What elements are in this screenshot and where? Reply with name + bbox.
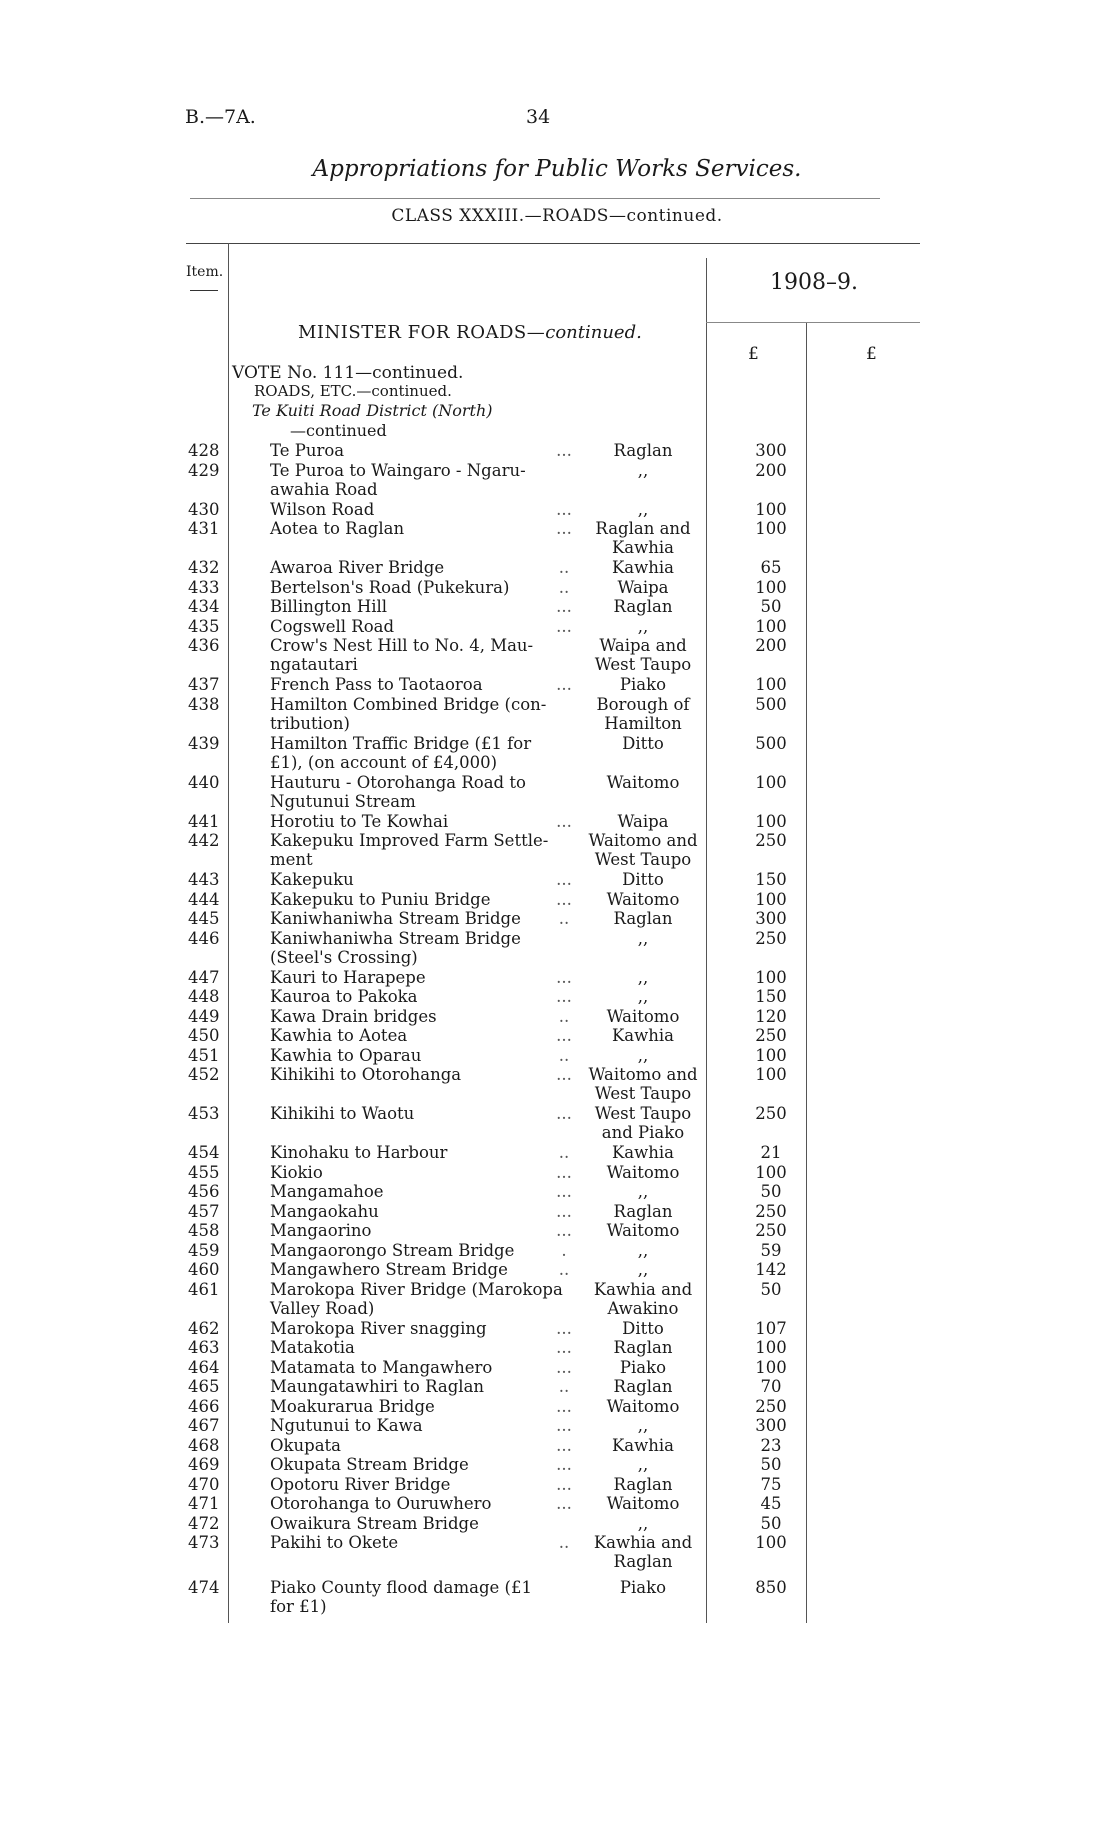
- amount-value: 100: [755, 1065, 787, 1084]
- item-number: 458: [188, 1221, 220, 1240]
- item-number: 461: [188, 1279, 220, 1299]
- leader-dots: ...: [556, 987, 572, 1006]
- item-number: 457: [188, 1201, 220, 1221]
- item-number: 432: [188, 558, 220, 577]
- class-heading: CLASS XXXIII.—ROADS—continued.: [391, 206, 723, 226]
- item-number: 443: [188, 870, 220, 889]
- county-name: Raglan: [613, 1338, 673, 1357]
- item-number: 433: [188, 577, 220, 597]
- leader-dots: ..: [558, 1260, 570, 1279]
- road-description: Kaniwhaniwha Stream Bridge (Steel's Crossing): [270, 928, 521, 967]
- county-name: ,,: [637, 1416, 649, 1435]
- county-name: Kawhia: [611, 558, 675, 577]
- county-name: Kawhia: [611, 1143, 675, 1162]
- item-number: 430: [188, 499, 220, 519]
- item-number: 435: [188, 616, 220, 636]
- leader-dots: ..: [558, 1377, 570, 1396]
- amount-value: 850: [755, 1578, 787, 1597]
- road-description: Owaikura Stream Bridge: [270, 1513, 479, 1533]
- item-number: 445: [188, 909, 220, 928]
- minister-heading-text: MINISTER FOR ROADS—: [298, 322, 546, 343]
- amount-value: 300: [755, 1416, 787, 1435]
- road-description: Hauturu - Otorohanga Road to Ngutunui Stream: [270, 772, 526, 811]
- leader-dots: ...: [556, 1162, 572, 1182]
- road-description: Kakepuku: [270, 870, 354, 889]
- item-number: 465: [188, 1377, 220, 1396]
- county-name: ,,: [637, 967, 649, 987]
- item-number: 473: [188, 1533, 220, 1552]
- leader-dots: ...: [556, 616, 572, 636]
- county-name: ,,: [637, 1260, 649, 1279]
- item-number: 471: [188, 1494, 220, 1513]
- amount-value: 100: [755, 519, 787, 538]
- amount-value: 65: [760, 558, 782, 577]
- road-description: Kawhia to Aotea: [270, 1026, 408, 1045]
- page-title: Appropriations for Public Works Services.: [312, 156, 802, 182]
- leader-dots: ..: [558, 1143, 570, 1162]
- county-name: ,,: [637, 616, 649, 636]
- county-name: Raglan and Kawhia: [595, 519, 691, 557]
- county-name: ,,: [637, 987, 649, 1006]
- document-reference: B.—7A.: [185, 106, 256, 128]
- leader-dots: .: [561, 1240, 567, 1260]
- amount-value: 250: [755, 928, 787, 948]
- item-number: 468: [188, 1435, 220, 1455]
- amount-value: 75: [760, 1474, 782, 1494]
- item-number: 446: [188, 928, 220, 948]
- amount-value: 500: [755, 733, 787, 753]
- county-name: ,,: [637, 460, 649, 480]
- leader-dots: ...: [556, 1435, 572, 1455]
- county-name: Waipa: [617, 577, 669, 597]
- amount-value: 200: [755, 460, 787, 480]
- county-name: ,,: [637, 1513, 649, 1533]
- item-number: 454: [188, 1143, 220, 1162]
- county-name: Waipa and West Taupo: [594, 636, 692, 674]
- amount-value: 100: [755, 772, 787, 792]
- leader-dots: ...: [556, 1201, 572, 1221]
- leader-dots: ...: [556, 597, 572, 616]
- county-name: Waitomo: [606, 1162, 680, 1182]
- leader-dots: ...: [556, 1318, 572, 1338]
- county-name: ,,: [637, 1182, 649, 1201]
- amount-value: 500: [755, 694, 787, 714]
- amount-value: 50: [760, 1182, 782, 1201]
- amount-value: 100: [755, 967, 787, 987]
- road-description: Ngutunui to Kawa: [270, 1416, 423, 1435]
- amount-value: 50: [760, 597, 782, 616]
- county-name: Raglan: [613, 1474, 673, 1494]
- item-number: 440: [188, 772, 220, 792]
- item-number: 464: [188, 1357, 220, 1377]
- county-name: Ditto: [622, 870, 664, 889]
- district-continued: —continued: [290, 421, 387, 440]
- road-description: Billington Hill: [270, 597, 388, 616]
- item-number: 428: [188, 441, 220, 460]
- amount-value: 100: [755, 1338, 787, 1357]
- road-description: Okupata Stream Bridge: [270, 1455, 469, 1474]
- year-column-header: 1908–9.: [770, 270, 858, 295]
- item-number: 447: [188, 967, 220, 987]
- road-description: Aotea to Raglan: [270, 519, 405, 538]
- road-description: Moakurarua Bridge: [270, 1396, 435, 1416]
- county-name: Raglan: [613, 1377, 673, 1396]
- leader-dots: ...: [556, 1474, 572, 1494]
- amount-value: 200: [755, 636, 787, 655]
- road-description: Marokopa River Bridge (Marokopa Valley Road): [270, 1279, 563, 1318]
- leader-dots: ..: [558, 909, 570, 928]
- item-number: 472: [188, 1513, 220, 1533]
- leader-dots: ...: [556, 1338, 572, 1357]
- leader-dots: ..: [558, 577, 570, 597]
- amount-value: 142: [755, 1260, 787, 1279]
- item-number: 436: [188, 636, 220, 655]
- county-name: Waitomo: [606, 772, 680, 792]
- county-name: Waitomo and West Taupo: [588, 1065, 698, 1103]
- amount-value: 150: [755, 987, 787, 1006]
- amount-value: 50: [760, 1455, 782, 1474]
- item-number: 431: [188, 519, 220, 538]
- road-description: Mangamahoe: [270, 1182, 384, 1201]
- leader-dots: ..: [558, 1045, 570, 1065]
- road-description: French Pass to Taotaoroa: [270, 675, 483, 694]
- amount-value: 21: [760, 1143, 782, 1162]
- amount-value: 150: [755, 870, 787, 889]
- amount-value: 100: [755, 1045, 787, 1065]
- item-number: 438: [188, 694, 220, 714]
- currency-symbol-2: £: [866, 344, 877, 364]
- road-description: Otorohanga to Ouruwhero: [270, 1494, 492, 1513]
- amount-value: 250: [755, 1221, 787, 1240]
- leader-dots: ...: [556, 1221, 572, 1240]
- amount-value: 250: [755, 1104, 787, 1123]
- road-description: Kihikihi to Waotu: [270, 1104, 415, 1123]
- road-description: Hamilton Combined Bridge (con- tribution): [270, 694, 547, 733]
- county-name: Raglan: [613, 597, 673, 616]
- county-name: Raglan: [613, 1201, 673, 1221]
- amount-value: 100: [755, 889, 787, 909]
- item-number: 442: [188, 831, 220, 850]
- county-name: Kawhia: [611, 1435, 675, 1455]
- amount-value: 300: [755, 441, 787, 460]
- leader-dots: ...: [556, 1065, 572, 1084]
- amount-value: 100: [755, 616, 787, 636]
- road-description: Kawhia to Oparau: [270, 1045, 422, 1065]
- road-description: Okupata: [270, 1435, 342, 1455]
- item-number: 467: [188, 1416, 220, 1435]
- county-name: Borough of Hamilton: [596, 694, 690, 733]
- road-description: Te Puroa to Waingaro - Ngaru- awahia Road: [270, 460, 526, 499]
- vote-heading: VOTE No. 111—continued.: [232, 363, 464, 383]
- item-number: 466: [188, 1396, 220, 1416]
- county-name: ,,: [637, 1455, 649, 1474]
- road-description: Kiokio: [270, 1162, 323, 1182]
- item-number: 449: [188, 1006, 220, 1026]
- amount-value: 250: [755, 1396, 787, 1416]
- road-description: Crow's Nest Hill to No. 4, Mau- ngatautari: [270, 636, 534, 674]
- item-number: 452: [188, 1065, 220, 1084]
- roads-heading: ROADS, ETC.—continued.: [254, 382, 452, 400]
- amount-value: 59: [760, 1240, 782, 1260]
- item-number: 451: [188, 1045, 220, 1065]
- leader-dots: ...: [556, 441, 572, 460]
- leader-dots: ...: [556, 1357, 572, 1377]
- county-name: Kawhia and Awakino: [593, 1279, 693, 1318]
- item-column-header: Item.: [186, 264, 224, 280]
- county-name: Piako: [619, 1357, 667, 1377]
- road-description: Pakihi to Okete: [270, 1533, 399, 1552]
- item-number: 434: [188, 597, 220, 616]
- county-name: West Taupo and Piako: [594, 1104, 692, 1142]
- county-name: ,,: [637, 1240, 649, 1260]
- road-description: Hamilton Traffic Bridge (£1 for £1), (on account of £4,000): [270, 733, 532, 772]
- minister-heading-suffix: continued.: [545, 322, 642, 343]
- leader-dots: ...: [556, 675, 572, 694]
- amount-value: 50: [760, 1513, 782, 1533]
- county-name: Ditto: [622, 1318, 664, 1338]
- amount-value: 100: [755, 675, 787, 694]
- item-number: 455: [188, 1162, 220, 1182]
- amount-value: 107: [755, 1318, 787, 1338]
- amount-value: 100: [755, 1162, 787, 1182]
- road-description: Cogswell Road: [270, 616, 395, 636]
- road-description: Mangaokahu: [270, 1201, 379, 1221]
- road-description: Kaniwhaniwha Stream Bridge: [270, 909, 521, 928]
- leader-dots: ...: [556, 1396, 572, 1416]
- road-description: Bertelson's Road (Pukekura): [270, 577, 510, 597]
- road-description: Wilson Road: [270, 499, 375, 519]
- road-description: Awaroa River Bridge: [270, 558, 445, 577]
- road-description: Kauri to Harapepe: [270, 967, 426, 987]
- item-number: 448: [188, 987, 220, 1006]
- amount-value: 70: [760, 1377, 782, 1396]
- leader-dots: ...: [556, 967, 572, 987]
- county-name: ,,: [637, 499, 649, 519]
- road-description: Matakotia: [270, 1338, 355, 1357]
- leader-dots: ...: [556, 1455, 572, 1474]
- leader-dots: ..: [558, 1533, 570, 1552]
- road-description: Kakepuku to Puniu Bridge: [270, 889, 491, 909]
- leader-dots: ...: [556, 889, 572, 909]
- amount-value: 23: [760, 1435, 782, 1455]
- road-description: Horotiu to Te Kowhai: [270, 811, 449, 831]
- road-description: Piako County flood damage (£1 for £1): [270, 1578, 532, 1616]
- currency-symbol-1: £: [748, 344, 759, 364]
- amount-value: 250: [755, 831, 787, 850]
- county-name: Ditto: [622, 733, 664, 753]
- road-description: Mangawhero Stream Bridge: [270, 1260, 508, 1279]
- county-name: Kawhia: [611, 1026, 675, 1045]
- amount-value: 50: [760, 1279, 782, 1299]
- item-number: 460: [188, 1260, 220, 1279]
- item-number: 453: [188, 1104, 220, 1123]
- leader-dots: ...: [556, 811, 572, 831]
- county-name: Raglan: [613, 441, 673, 460]
- leader-dots: ...: [556, 499, 572, 519]
- county-name: Waitomo: [606, 889, 680, 909]
- county-name: Waitomo and West Taupo: [588, 831, 698, 869]
- road-description: Mangaorino: [270, 1221, 372, 1240]
- amount-value: 100: [755, 499, 787, 519]
- item-number: 463: [188, 1338, 220, 1357]
- item-number: 462: [188, 1318, 220, 1338]
- amount-value: 100: [755, 811, 787, 831]
- amount-value: 250: [755, 1201, 787, 1221]
- leader-dots: ...: [556, 1026, 572, 1045]
- amount-value: 250: [755, 1026, 787, 1045]
- page-number: 34: [526, 106, 551, 128]
- county-name: Waitomo: [606, 1221, 680, 1240]
- item-number: 437: [188, 675, 220, 694]
- road-description: Kauroa to Pakoka: [270, 987, 418, 1006]
- county-name: Piako: [619, 675, 667, 694]
- county-name: Waitomo: [606, 1396, 680, 1416]
- item-number: 474: [188, 1578, 220, 1597]
- leader-dots: ...: [556, 1416, 572, 1435]
- amount-value: 100: [755, 1357, 787, 1377]
- amount-value: 45: [760, 1494, 782, 1513]
- county-name: ,,: [637, 1045, 649, 1065]
- county-name: Raglan: [613, 909, 673, 928]
- road-description: Marokopa River snagging: [270, 1318, 487, 1338]
- item-number: 444: [188, 889, 220, 909]
- county-name: Waitomo: [606, 1006, 680, 1026]
- leader-dots: ...: [556, 870, 572, 889]
- district-heading: Te Kuiti Road District (North): [252, 401, 493, 420]
- road-description: Te Puroa: [270, 441, 345, 460]
- road-description: Mangaorongo Stream Bridge: [270, 1240, 515, 1260]
- road-description: Kawa Drain bridges: [270, 1006, 437, 1026]
- road-description: Kakepuku Improved Farm Settle- ment: [270, 831, 549, 869]
- amount-value: 100: [755, 577, 787, 597]
- amount-value: 120: [755, 1006, 787, 1026]
- leader-dots: ...: [556, 1182, 572, 1201]
- leader-dots: ..: [558, 1006, 570, 1026]
- leader-dots: ...: [556, 519, 572, 538]
- county-name: Kawhia and Raglan: [593, 1533, 693, 1571]
- item-number: 441: [188, 811, 220, 831]
- item-number: 450: [188, 1026, 220, 1045]
- road-description: Kinohaku to Harbour: [270, 1143, 448, 1162]
- amount-value: 100: [755, 1533, 787, 1552]
- county-name: Waipa: [617, 811, 669, 831]
- leader-dots: ...: [556, 1104, 572, 1123]
- item-number: 470: [188, 1474, 220, 1494]
- county-name: Piako: [619, 1578, 667, 1597]
- county-name: Waitomo: [606, 1494, 680, 1513]
- county-name: ,,: [637, 928, 649, 948]
- amount-value: 300: [755, 909, 787, 928]
- leader-dots: ..: [558, 558, 570, 577]
- item-number: 429: [188, 460, 220, 480]
- item-number: 456: [188, 1182, 220, 1201]
- item-number: 439: [188, 733, 220, 753]
- item-number: 469: [188, 1455, 220, 1474]
- road-description: Maungatawhiri to Raglan: [270, 1377, 485, 1396]
- item-number: 459: [188, 1240, 220, 1260]
- road-description: Opotoru River Bridge: [270, 1474, 451, 1494]
- leader-dots: ...: [556, 1494, 572, 1513]
- road-description: Kihikihi to Otorohanga: [270, 1065, 462, 1084]
- road-description: Matamata to Mangawhero: [270, 1357, 493, 1377]
